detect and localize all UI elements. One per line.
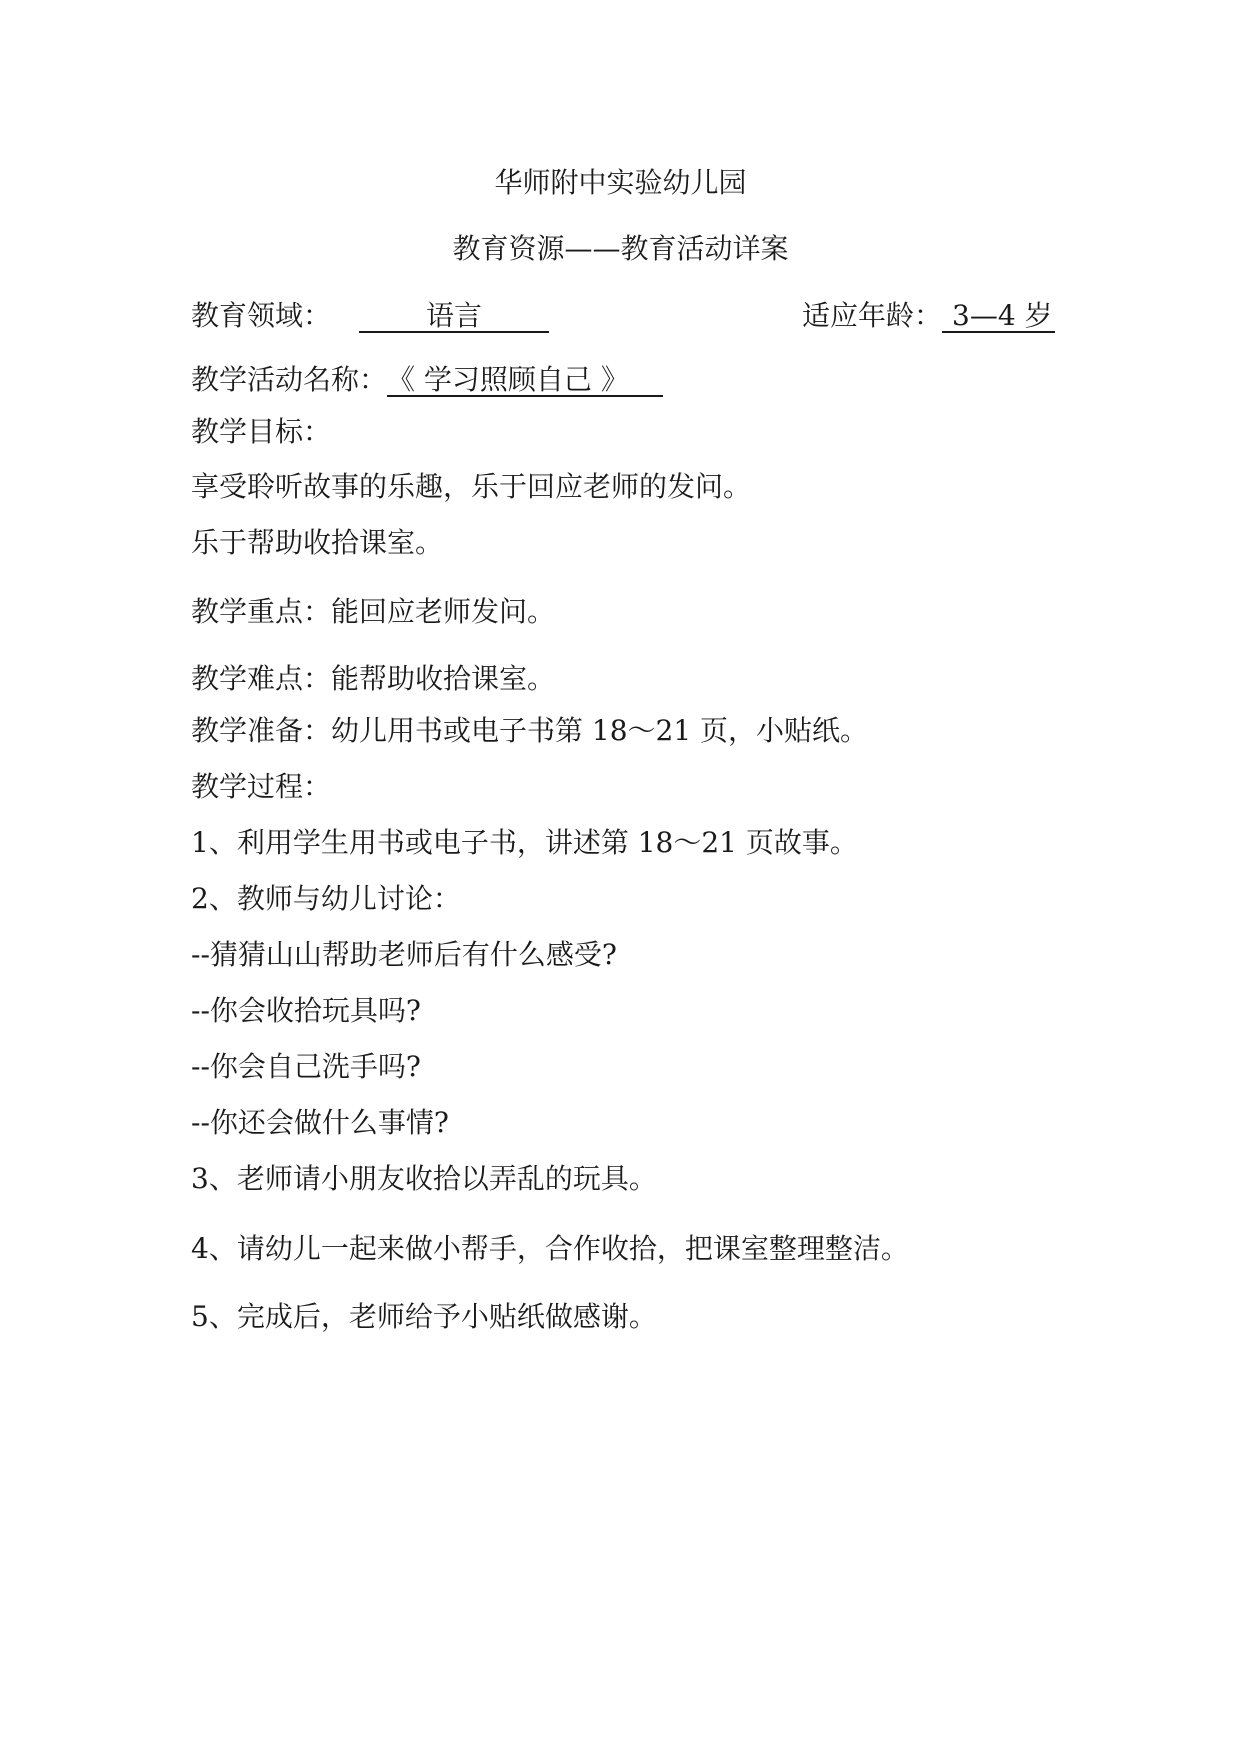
activity-name-value: 《 学习照顾自己 》	[387, 365, 663, 397]
process-step: --你会自己洗手吗?	[191, 1050, 421, 1083]
process-step: --猜猜山山帮助老师后有什么感受?	[191, 938, 617, 971]
education-field-label: 教育领域：	[191, 299, 332, 332]
preparation: 教学准备：幼儿用书或电子书第 18～21 页，小贴纸。	[191, 714, 869, 747]
document-title: 教育资源——教育活动详案	[452, 232, 789, 265]
age-value: 3—4 岁	[942, 301, 1055, 333]
education-field-row	[191, 299, 549, 333]
education-field-value: 语言	[359, 301, 549, 333]
process-step: 2、教师与幼儿讨论：	[191, 882, 461, 915]
age-label: 适应年龄：	[802, 299, 943, 332]
process-step: 3、老师请小朋友收拾以弄乱的玩具。	[191, 1162, 657, 1195]
process-step: --你还会做什么事情?	[191, 1106, 449, 1139]
school-name: 华师附中实验幼儿园	[494, 166, 747, 199]
goal-item: 享受聆听故事的乐趣，乐于回应老师的发问。	[191, 470, 752, 503]
age-row	[802, 299, 1055, 333]
key-point: 教学重点：能回应老师发问。	[191, 595, 556, 628]
process-step: 4、请幼儿一起来做小帮手，合作收拾，把课室整理整洁。	[191, 1232, 909, 1265]
goal-item: 乐于帮助收拾课室。	[191, 526, 444, 559]
process-step: --你会收拾玩具吗?	[191, 994, 421, 1027]
activity-name-label: 教学活动名称：	[191, 363, 388, 396]
process-label: 教学过程：	[191, 770, 332, 803]
difficulty: 教学难点：能帮助收拾课室。	[191, 662, 556, 695]
process-step: 1、利用学生用书或电子书，讲述第 18～21 页故事。	[191, 826, 858, 859]
activity-name-row	[191, 363, 663, 397]
process-step: 5、完成后，老师给予小贴纸做感谢。	[191, 1300, 657, 1333]
goals-label: 教学目标：	[191, 415, 332, 448]
